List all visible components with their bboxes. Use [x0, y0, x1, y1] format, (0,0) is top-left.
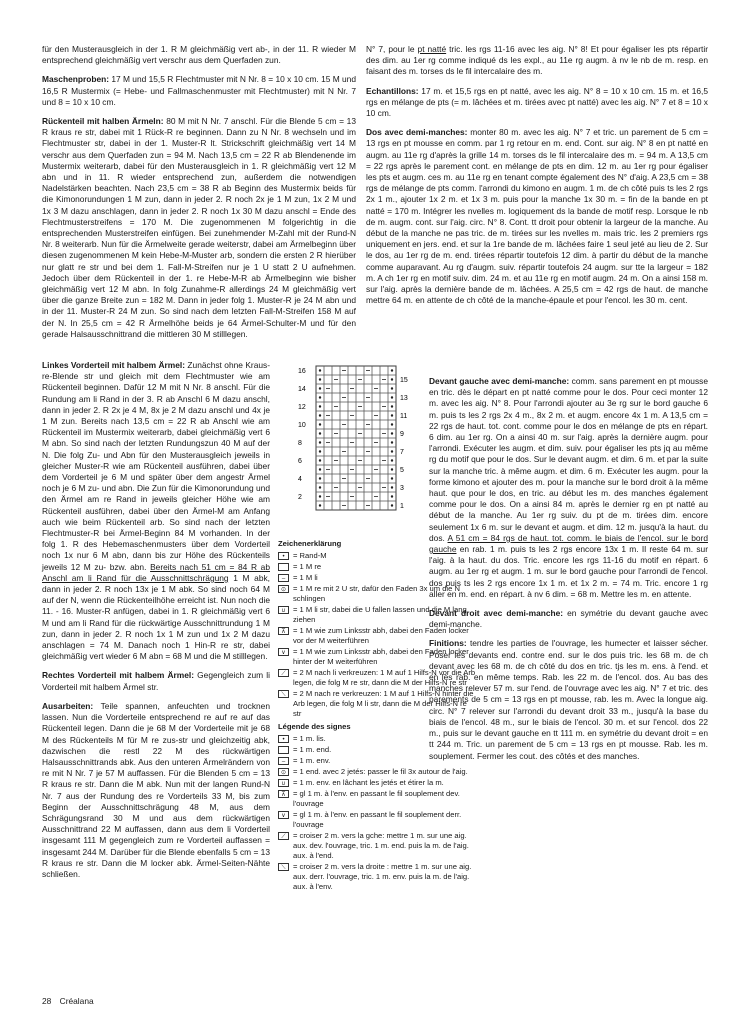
legend-item: [278, 831, 476, 861]
legend-item: [278, 734, 476, 744]
intro-fr-a: N° 7, pour le: [366, 44, 418, 54]
chart-cell: [348, 447, 356, 456]
edge-stitch-mark: [319, 441, 321, 443]
chart-cell: [356, 438, 364, 447]
legend-item: [278, 689, 476, 719]
chart-cell: [340, 483, 348, 492]
chart-cell: [356, 384, 364, 393]
chart-grid: [296, 364, 426, 524]
chart-cell: [356, 366, 364, 375]
chart-row-label: 6: [298, 458, 302, 465]
edge-stitch-mark: [319, 504, 321, 506]
heading-left-front-fr: Devant gauche avec demi-manche:: [429, 376, 570, 386]
paragraph-gauge: [42, 74, 356, 108]
chart-cell: [380, 465, 388, 474]
paragraph-gauge-fr: [366, 86, 708, 120]
edge-stitch-mark: [391, 423, 393, 425]
chart-cell: [380, 393, 388, 402]
paragraph-back-fr: [366, 127, 708, 306]
legend-text: = 1 M re mit 2 U str, dafür den Faden 3x um die N schlingen: [293, 584, 460, 603]
chart-cell: [340, 438, 348, 447]
chart-cell: [364, 411, 372, 420]
chart-cell: [364, 456, 372, 465]
back-fr-text: monter 80 m. avec les aig. N° 7 et tric. un parement de 5 cm = 13 rgs en pt mousse en comm. par 1 rg retour en m. end. Cont. sur aig. N° 8 en pt natté en augm. au 11e rg d'après la grille 14 m. torses ds le fil intercalaire des m. = 94 m. A 13,5 cm = 22 rgs après le parement cont. en mélange de pts en dim. 12 m. au 1er rg pour égaliser les pts et augm. ces m. au 11e rg en tenant compte également des N° d'aig. A 23,5 cm = 38 rgs de mélange de pts comm. l'arrondi du kimono en augm. 1 m. de ch côté puis ts les 2 rgs 2x 1 m., ajouter 1x 2 m. et 1x 3 m. puis pour la manche 1x 30 m. = fin de la bande en pt natté = 170 m. Intégrer les nvelles m. logiquement ds la bande de motif resp. Lorsque le nb de m. augm. cont. sur l'aig. circ. N° 8. Cont. tt droit pour obtenir la largeur de la manche. Au début de la manche ne pas tric. de m. tirées sur les nvelles m. mais tric. les 2 premiers rgs uniquement en jers. end. et sur la 1re bande de m. lâchées faire 1 seul jeté au lieu de 2. Sur le dos, au 1er rg de m. end. tirées répartir toutefois 12 dim. à partir du début de la manche comme auparavant. Au rg d'augm. suiv. répartir toutefois 24 augm. sur tte la largeur = 182 m. A ch 1er rg en motif suiv. dim. 24 m. et au 11e rg en motif augm. 24 m. On a ainsi 158 m. sur l'aig. après la dernière bande de m. lâchées. A 25,5 cm = 42 rgs de haut. de manche mettre 64 m. en attente de ch côté de la manche-épaule et pour l'encol. les 30 m. cent.: [366, 127, 708, 306]
chart-cell: [364, 492, 372, 501]
legend-item: [278, 562, 476, 572]
chart-cell: [324, 393, 332, 402]
german-back-section: [42, 44, 356, 348]
knitting-chart: [296, 364, 426, 529]
edge-stitch-mark: [391, 504, 393, 506]
chart-cell: [380, 492, 388, 501]
chart-cell: [348, 393, 356, 402]
legend-symbol-icon: •: [278, 735, 289, 743]
legend-symbol-icon: ∨: [278, 648, 289, 656]
chart-cell: [372, 375, 380, 384]
chart-cell: [340, 429, 348, 438]
chart-cell: [380, 411, 388, 420]
chart-cell: [332, 384, 340, 393]
paragraph-back: [42, 116, 356, 340]
legend-item: [278, 789, 476, 809]
chart-cell: [332, 420, 340, 429]
legend-item: [278, 551, 476, 561]
legend-text: = 1 m. lis.: [293, 734, 326, 743]
chart-cell: [348, 420, 356, 429]
legend-item: [278, 810, 476, 830]
heading-right-front-fr: Devant droit avec demi-manche:: [429, 608, 564, 619]
chart-cell: [372, 393, 380, 402]
intro-fr-underlined: pt natté: [417, 44, 447, 54]
edge-stitch-mark: [319, 378, 321, 380]
edge-stitch-mark: [391, 468, 393, 470]
chart-cell: [372, 474, 380, 483]
legend-text: = 1 M wie zum Linksstr abh, dabei den Faden locker vor der M weiterführen: [293, 626, 469, 645]
legend-de-list: [278, 551, 476, 719]
chart-cell: [356, 492, 364, 501]
chart-cell: [348, 483, 356, 492]
chart-cell: [324, 402, 332, 411]
right-front-text: Gegengleich zum li Vorderteil mit halbem Ärmel str.: [42, 670, 270, 692]
heading-finishing-fr: Finitions:: [429, 638, 467, 649]
chart-cell: [340, 492, 348, 501]
legend-text: = 2 M nach li verkreuzen: 1 M auf 1 Hilfs-N vor die Arb legen, die folg M re str, dann die M der Hilfs-N re str: [293, 668, 476, 687]
chart-cell: [332, 366, 340, 375]
chart-cell: [372, 501, 380, 510]
edge-stitch-mark: [319, 459, 321, 461]
chart-cell: [324, 483, 332, 492]
edge-stitch-mark: [319, 405, 321, 407]
legend-fr-list: [278, 734, 476, 892]
intro-fr-b: tric. les rgs 11-16 avec les aig. N° 8! Et pour égaliser les pts répartir des dim. au 1er rg comme indiqué ds les expl., au 11e rg augm. à nv le nb de m. resp. en faisant des m. torses ds le fil intercalaire des m.: [366, 44, 708, 77]
chart-cell: [324, 429, 332, 438]
edge-stitch-mark: [391, 450, 393, 452]
legend-text: = croiser 2 m. vers la droite : mettre 1 m. sur une aig. aux. derr. l'ouvrage, tric. 1 m. env. puis la m. de l'aig. aux. à l'env.: [293, 862, 472, 891]
left-front-a: Zunächst ohne Kraus-re-Blende str und gleich mit dem Flechtmuster wie am Rückenteil beginnen. Dafür 12 M mit N Nr. 8 anschl. Für die Rundung am li Rand in der 3. R ab Anschl 6 M dazu anschl, dann in jeder 2. R 2x je 4 M, 8x je 2 M dazu anschl und 4x je 1 M zun. Bereits nach 13,5 cm = 22 R ab Anschl wie am Rückenteil im Mustermix weiterarb, dabei gleichmäßig vert 6 M abn. So sind nach der letzten Rundungszun 40 M auf der N. Die folg Zu- und Abn für den Musterausgleich jeweils in gleicher Muster-R wie am Rückenteil ausführen, dabei über dem Vorderteil je 6 M und später über dem angestr Ärmel noch je 6 M zu- und abn. Die Zun für die Kimonorundung und den Ärmel am re Rand in jeweils gleicher Höhe wie am Rückenteil ausführen, dabei über den Ärmel-M am Anfang auch wie beim Rückenteil arb. So sind nach der letzten Flechtmuster-R bei Ärmel-Beginn 84 M vorhanden. In der folg 1. R des Hebemaschenmusters über dem Vorderteil noch 1x nur 6 M abn, dann bis zur Höhe des Rückenteils jeweils 12 M zu- bzw. abn.: [42, 360, 270, 572]
chart-cell: [372, 420, 380, 429]
legend-item: [278, 745, 476, 755]
chart-cell: [332, 465, 340, 474]
chart-row-label: 8: [298, 440, 302, 447]
chart-cell: [348, 375, 356, 384]
finishing-fr-text: tendre les parties de l'ouvrage, les humecter et laisser sécher. Poser les devants end. contre end. sur le dos puis tric. les 68 m. de ch devant avec les 68 m. de ch côté du dos en tric. tjs les m. ens. à l'end. et en les rab. en même temps. Rab. les 22 m. de l'encol. dos. Au bas des manches relever 57 m. sur l'end. de l'ouvrage avec les aig. N° 7 et tric. des parements de 5 cm = 13 rgs en pt mousse, rab. les m. Avec la longue aig. circ. N° 7 relever sur l'arrondi du devant droit 33 m., jusqu'à la base du biais de l'encol. 48 m., sur le biais de l'encol. 30 m. et sur l'encol. dos 22 m., puis sur le devant gauche en tt 111 m. en symétrie du devant droit = en tt 244 m. Tric. un parement de 5 cm = 13 rgs en pt mousse. Rab. les m. souplement. Fermer les cout. des côtés et des manches.: [429, 638, 708, 761]
legend-symbol-icon: [278, 563, 289, 571]
chart-cell: [380, 384, 388, 393]
gauge-text: 17 M und 15,5 R Flechtmuster mit N Nr. 8 = 10 x 10 cm. 15 M und 16,5 R Mustermix (= Hebe- und Fallmaschenmuster mit Flechtmuster) mit N Nr. 7 und 8 = 10 x 10 cm.: [42, 74, 356, 107]
edge-stitch-mark: [391, 486, 393, 488]
chart-row-label: 3: [400, 485, 404, 492]
chart-cell: [372, 366, 380, 375]
legend-item: [278, 767, 476, 777]
edge-stitch-mark: [319, 414, 321, 416]
chart-cell: [324, 447, 332, 456]
edge-stitch-mark: [391, 441, 393, 443]
chart-row-label: 12: [298, 404, 306, 411]
chart-cell: [340, 375, 348, 384]
heading-left-front: Linkes Vorderteil mit halbem Ärmel:: [42, 360, 186, 370]
chart-cell: [364, 483, 372, 492]
chart-cell: [348, 429, 356, 438]
left-front-b: 1 M abk, dann in jeder 2. R noch 13x je 1 M abk. So sind noch 64 M auf der N, wenn die Rückenteilhöhe erreicht ist. Nun noch die 11. - 16. Muster-R anfügen, dabei in 1. R gleichmäßig vert 6 M und am li Rand für die rückwärtige Ausschnittrundung 1 M zun, dann in jeder 2. R noch 1x 1 M zun und 1x 2 M dazu anschlagen = 74 M. Danach noch 1 Hin-R re str, dabei gleichmäßig vert wieder 6 M abn = 68 M und die M stilllegen.: [42, 572, 270, 662]
magazine-brand: Créalana: [59, 996, 94, 1006]
paragraph-left-front: [42, 360, 270, 662]
edge-stitch-mark: [391, 369, 393, 371]
legend-symbol-icon: –: [278, 757, 289, 765]
legend-item: [278, 756, 476, 766]
chart-cell: [364, 384, 372, 393]
chart-cell: [356, 501, 364, 510]
heading-finishing: Ausarbeiten:: [42, 700, 94, 711]
paragraph-finishing: [42, 701, 270, 880]
legend-symbol-icon: [278, 746, 289, 754]
chart-cell: [380, 447, 388, 456]
chart-cell: [324, 456, 332, 465]
legend-item: [278, 778, 476, 788]
edge-stitch-mark: [319, 369, 321, 371]
edge-stitch-mark: [391, 396, 393, 398]
chart-cell: [340, 384, 348, 393]
legend-fr-title: Légende des signes: [278, 722, 351, 731]
chart-cell: [340, 465, 348, 474]
edge-stitch-mark: [391, 414, 393, 416]
legend-item: [278, 573, 476, 583]
chart-cell: [348, 402, 356, 411]
legend-symbol-icon: ∪: [278, 779, 289, 787]
edge-stitch-mark: [319, 396, 321, 398]
legend-item: [278, 584, 476, 604]
legend-symbol-icon: ⊼: [278, 790, 289, 798]
chart-cell: [348, 501, 356, 510]
chart-row-label: 13: [400, 395, 408, 402]
left-front-fr-b: en rab. 1 m. puis ts les 2 rgs encore 13x 1 m. Il reste 64 m. sur l'aig. à la haut. du dos. Tric. encore les rgs 11-16 du motif en répart. 6 augm. au 1er rg et augm. 1 m. sur le bord gauche pour l'arrondi de l'encol. dos puis ts les 2 rgs encore 1x 1 m. et 1x 2 m. = 74 m. Tric. encore 1 rg aller en m. end. en répart. à nv 6 dim. = 68 m. Mettre les m. en attente.: [429, 544, 708, 599]
chart-cell: [380, 366, 388, 375]
chart-cell: [340, 402, 348, 411]
chart-cell: [356, 474, 364, 483]
chart-cell: [324, 375, 332, 384]
heading-right-front: Rechtes Vorderteil mit halbem Ärmel:: [42, 670, 195, 681]
chart-cell: [332, 411, 340, 420]
gauge-fr-text: 17 m. et 15,5 rgs en pt natté, avec les aig. N° 8 = 10 x 10 cm. 15 m. et 16,5 rgs en mélange de pts (= m. lâchées et m. tirées avec pt natté) avec les aig. N° 7 et 8 = 10 x 10 cm.: [366, 85, 708, 119]
chart-cell: [324, 366, 332, 375]
legend-symbol-icon: –: [278, 574, 289, 582]
chart-row-label: 7: [400, 449, 404, 456]
legend-text: = 1 M li: [293, 573, 318, 582]
legend-text: = 1 m. end.: [293, 745, 332, 754]
edge-stitch-mark: [391, 459, 393, 461]
chart-cell: [364, 438, 372, 447]
edge-stitch-mark: [391, 405, 393, 407]
paragraph-intro-fr: [366, 44, 708, 78]
chart-cell: [364, 402, 372, 411]
legend-text: = Rand-M: [293, 551, 327, 560]
legend-symbol-icon: ⊼: [278, 627, 289, 635]
chart-row-label: 4: [298, 476, 302, 483]
legend-item: [278, 862, 476, 892]
chart-row-label: 1: [400, 503, 404, 510]
chart-cell: [356, 465, 364, 474]
paragraph-right-front: [42, 670, 270, 692]
chart-cell: [332, 501, 340, 510]
chart-cell: [364, 375, 372, 384]
legend-text: = 1 end. avec 2 jetés: passer le fil 3x autour de l'aig.: [293, 767, 468, 776]
heading-back: Rückenteil mit halben Ärmeln:: [42, 116, 164, 127]
legend-symbol-icon: ⟍: [278, 690, 289, 698]
legend-symbol-icon: ⊙: [278, 768, 289, 776]
edge-stitch-mark: [391, 432, 393, 434]
edge-stitch-mark: [391, 477, 393, 479]
chart-cell: [380, 438, 388, 447]
legend-symbol-icon: •: [278, 552, 289, 560]
edge-stitch-mark: [319, 468, 321, 470]
chart-cell: [324, 474, 332, 483]
chart-cell: [372, 402, 380, 411]
paragraph-intro: für den Musterausgleich in der 1. R M gleichmäßig vert ab-, in der 11. R wieder M entsprechend gleichmäßig vert verschr aus dem Querfaden zun.: [42, 44, 356, 66]
chart-cell: [372, 456, 380, 465]
right-front-fr-text: en symétrie du devant gauche avec demi-manche.: [429, 608, 708, 630]
edge-stitch-mark: [319, 477, 321, 479]
finishing-text: Teile spannen, anfeuchten und trocknen lassen. Nun die Vorderteile entsprechend re auf re auf das Rückenteil legen. Dann die je 68 M der Vorderteile mit je 68 M des Rückenteils M für M re zus-str und gleichzeitig abk, dazwischen die restl 22 M des rückwärtigen Halsausschnittrands abk. Aus den unteren Ärmelrändern von re mit N Nr. 7 je 57 M auffassen. Für die Blenden 5 cm = 13 R kraus re str. Dann die M abk. Nun mit der langen Rund-N Nr. 7 aus der Rundung des re Vorderteils 33 M, bis zum Beginn der Ausschnittschrägung 48 M, aus dem Schrägungsrand 30 M und aus dem rückwärtigen Ausschnittrand 22 M auffassen, dann aus dem li Vorderteil insgesamt 111 M gegengleich zum re Vorderteil auffassen = insgesamt 244 M. Darüber für die Blende ebenfalls 5 cm = 13 R kraus re str. Dann die M locker abk. Ärmel-Seiten-Nähte schließen.: [42, 700, 270, 879]
legend-item: [278, 668, 476, 688]
legend-symbol-icon: ⟋: [278, 832, 289, 840]
chart-cell: [332, 438, 340, 447]
german-front-section: [42, 360, 270, 888]
chart-cell: [372, 483, 380, 492]
edge-stitch-mark: [391, 495, 393, 497]
left-front-fr-a: comm. sans parement en pt mousse en tric. dès le départ en pt natté comme pour le dos. Pour ceci monter 12 m. avec les aig. N° 8. Pour l'arrondi ajouter au 3e rg sur le bord gauche 6 m. puis ts les 2 rgs 2x 4 m., 8x 2 m. et augm. encore 4x 1 m. A 13,5 cm = 22 rgs de haut. tot. cont. comme pour le dos en mélange de pts en répart. 6 dim. au 1er rg. On a ainsi 40 m. sur l'aig. après la dernière augm. pour l'arrondi. Exécuter les augm. et dim. suiv. pour égaliser les pts jq au même rg du motif que pour le dos. Sur le devant augm. et dim. 6 m. et par la suite sur la manche tric. à même augm. et dim. 6 m. Exécuter les augm. pour la forme kimono et ajouter des m. pour la manche sur le bord droit à la même haut. que pour le dos, en tric. au début les m. des manches également comme pour le dos. On a ainsi 84 m. après le dernier rg en pt natté au début de la manche. Au 1er rg suiv. du pt de m. tirées dim. encore seulement 1x 6 m. sur le devant et augm. et dim. 12 m. jusqu'à la haut. du dos.: [429, 376, 708, 543]
chart-cell: [340, 456, 348, 465]
legend-symbol-icon: ⟍: [278, 863, 289, 871]
chart-row-label: 9: [400, 431, 404, 438]
chart-cell: [380, 474, 388, 483]
legend-item: [278, 647, 476, 667]
chart-cell: [364, 465, 372, 474]
edge-stitch-mark: [391, 378, 393, 380]
legend-text: = 1 m. env.: [293, 756, 331, 765]
left-front-fr-underlined: A 51 cm = 84 rgs de haut. tot. comm. le biais de l'encol. sur le bord gauche: [429, 532, 708, 555]
legend-symbol-icon: ∨: [278, 811, 289, 819]
legend-text: = gl 1 m. à l'env. en passant le fil souplement derr. l'ouvrage: [293, 810, 462, 829]
legend-text: = 1 M li str, dabei die U fallen lassen und die M lang ziehen: [293, 605, 467, 624]
edge-stitch-mark: [319, 450, 321, 452]
chart-row-label: 15: [400, 377, 408, 384]
chart-row-label: 16: [298, 368, 306, 375]
legend-symbol-icon: ⊙: [278, 585, 289, 593]
chart-cell: [372, 447, 380, 456]
chart-cell: [356, 411, 364, 420]
heading-gauge-fr: Echantillons:: [366, 85, 419, 96]
page-footer: [42, 996, 94, 1006]
legend-text: = 1 M wie zum Linksstr abh, dabei den Faden locker hinter der M weiterführen: [293, 647, 469, 666]
chart-cell: [332, 393, 340, 402]
legend-text: = gl 1 m. à l'env. en passant le fil souplement dev. l'ouvrage: [293, 789, 460, 808]
chart-cell: [364, 429, 372, 438]
legend-section: [278, 536, 476, 893]
edge-stitch-mark: [319, 423, 321, 425]
edge-stitch-mark: [319, 495, 321, 497]
chart-cell: [356, 447, 364, 456]
legend-text: = 1 m. env. en lâchant les jetés et étirer la m.: [293, 778, 444, 787]
legend-text: = croiser 2 m. vers la gche: mettre 1 m. sur une aig. aux. dev. l'ouvrage, tric. 1 m. end. puis la m. de l'aig. aux. à l'end.: [293, 831, 469, 860]
chart-cell: [348, 474, 356, 483]
page-number: 28: [42, 996, 52, 1006]
heading-back-fr: Dos avec demi-manches:: [366, 127, 468, 138]
chart-cell: [348, 366, 356, 375]
chart-cell: [348, 456, 356, 465]
back-text: 80 M mit N Nr. 7 anschl. Für die Blende 5 cm = 13 R kraus re str, dabei mit 1 Rück-R re beginnen. Dann zu N Nr. 8 wechseln und im Flechtmuster str, dabei in der 1. Muster-R lt. Strickschrift gleichmäßig vert 14 M verschr aus dem Querfaden zun = 94 M. Nach 13,5 cm = 22 R ab Blendenende im Mustermix weiterarb, dabei für den Musterausgleich in 1. R gleichmäßig vert 12 M abn und in 11. R wieder entsprechend zun, außerdem die notwendigen Nadelstärken beachten. Nach 23,5 cm = 38 R ab Beginn des Mustermix beids für die Kimonorundungen 1 M zun, dann in jeder 2. R noch 2x je 1 M zun, 1x 2 M und 1x 3 M dazu anschlagen, dann in jeder 2. R noch 1x 30 M dazu anschl = Ende des Flechtmusterstreifens = 170 M. Die zugenommenen M folgerichtig in die entsprechenden Musterstreifen einfügen. Bei zunehmender M-Zahl mit der Rund-N Nr. 8 weiterarb. Nun für die Ärmelweite gerade weiterstr, dabei am Ärmelbeginn über diesen zugenommenen M kein Hebe-M-Muster arb, sondern die ersten 2 R hierüber nur glatt re str und bei dem 1. Fall-M-Streifen nur je 1 U statt 2 U aufnehmen. Jedoch über dem Rückenteil in der 1. re Hebe-M-R ab Ärmelbeginn wie bisher gleichmäßig vert 12 M abn. In folg Zunahme-R allerdings 24 M gleichmäßig vert über die ganze Breite zun = 182 M. Dann in jeder folg 1. Muster-R je 24 M abn und in der 11. Muster-R 24 M zun. So sind nach dem letzten Fall-M-Streifen 158 M auf der N. In 25,5 cm = 42 R Ärmelhöhe beids je 64 Ärmel-Schulter-M und für den gerade Halsausschnittrand die mittleren 30 M stilllegen.: [42, 116, 356, 339]
chart-row-label: 14: [298, 386, 306, 393]
chart-cell: [356, 420, 364, 429]
chart-row-label: 5: [400, 467, 404, 474]
legend-de-title: Zeichenerklärung: [278, 539, 342, 548]
legend-text: = 1 M re: [293, 562, 322, 571]
chart-cell: [356, 393, 364, 402]
chart-cell: [324, 501, 332, 510]
chart-cell: [324, 420, 332, 429]
heading-gauge: Maschenproben:: [42, 74, 110, 85]
edge-stitch-mark: [319, 387, 321, 389]
chart-cell: [372, 429, 380, 438]
legend-symbol-icon: ∪: [278, 606, 289, 614]
edge-stitch-mark: [319, 486, 321, 488]
edge-stitch-mark: [391, 387, 393, 389]
legend-text: = 2 M nach re verkreuzen: 1 M auf 1 Hilfs-N hinter die Arb legen, die folg M li str, dann die M der Hilfs-N re str: [293, 689, 474, 718]
chart-cell: [380, 420, 388, 429]
french-back-section: [366, 44, 708, 314]
chart-cell: [340, 411, 348, 420]
legend-symbol-icon: ⟋: [278, 669, 289, 677]
left-front-underlined: Bereits nach 51 cm = 84 R ab Anschl am li Rand für die Ausschnittschrägung: [42, 561, 270, 583]
chart-cell: [332, 492, 340, 501]
chart-row-label: 2: [298, 494, 302, 501]
chart-cell: [332, 447, 340, 456]
chart-cell: [380, 501, 388, 510]
legend-item: [278, 605, 476, 625]
chart-row-label: 10: [298, 422, 306, 429]
chart-cell: [332, 474, 340, 483]
edge-stitch-mark: [319, 432, 321, 434]
chart-row-label: 11: [400, 413, 408, 420]
legend-item: [278, 626, 476, 649]
